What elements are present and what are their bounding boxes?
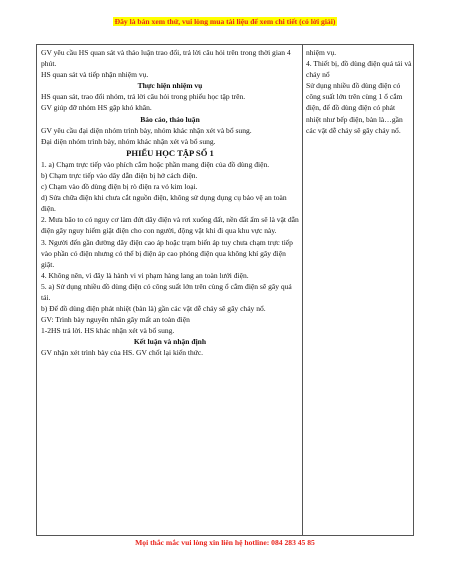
report-response-text: Đại diện nhóm trình bày, nhóm khác nhận xét và bổ sung. <box>41 136 216 146</box>
side-point-4: 4. Thiết bị, đồ dùng điện quá tải và cháy nổ <box>306 59 412 80</box>
column-divider <box>302 45 303 535</box>
answer-1b: b) Chạm trực tiếp vào dây dẫn điện bị hở cách điện. <box>41 170 198 180</box>
student-work-text: HS quan sát, trao đổi nhóm, trả lời câu hỏi trong phiếu học tập trên. <box>41 92 246 102</box>
answer-5b: b) Để đồ dùng điện phát nhiệt (bàn là) gần các vật dễ cháy sẽ gây cháy nổ. <box>41 304 266 314</box>
answer-4: 4. Không nên, vì đây là hành vi vi phạm hàng lang an toàn lưới điện. <box>41 270 249 280</box>
teacher-conclude-text: GV nhận xét trình bày của HS. GV chốt lại kiến thức. <box>41 348 204 358</box>
worksheet-title: PHIẾU HỌC TẬP SỐ 1 <box>126 147 214 158</box>
students-answer-text: 1-2HS trả lời. HS khác nhận xét và bổ sung. <box>41 326 175 336</box>
answer-2: 2. Mưa bão to có nguy cơ làm đứt dây điện và rơi xuống đất, nền đất ẩm sẽ là vật dẫn điện gây nguy hiểm giật điện cho con người, động vật khi đi qua khu vực này. <box>41 215 299 236</box>
answer-1d: d) Sửa chữa điện khi chưa cắt nguồn điện, không sử dụng dụng cụ bảo vệ an toàn điện. <box>41 193 287 214</box>
heading-thuc-hien: Thực hiện nhiệm vụ <box>137 81 203 91</box>
lesson-table <box>36 44 414 536</box>
student-receive-text: HS quan sát và tiếp nhận nhiệm vụ. <box>41 70 149 80</box>
answer-1a: 1. a) Chạm trực tiếp vào phích cắm hoặc phần mang điện của đồ dùng điện. <box>41 159 270 169</box>
hotline-text: Mọi thắc mắc vui lòng xin liên hệ hotline: 084 283 45 85 <box>135 538 315 547</box>
answer-1c: c) Chạm vào đồ dùng điện bị rò điện ra vỏ kim loại. <box>41 182 198 192</box>
preview-notice-text: Đây là bản xem thử, vui lòng mua tài liệu để xem chi tiết (có lời giải) <box>114 17 336 26</box>
heading-bao-cao: Báo cáo, thảo luận <box>140 114 200 124</box>
side-explanation: Sử dụng nhiều đồ dùng điện có công suất lớn trên cùng 1 ổ cắm điện, để đồ dùng điện có phát nhiệt như bếp điện, bàn là…gần các vật dễ cháy sẽ gây cháy nổ. <box>306 81 403 135</box>
answer-3: 3. Người đến gần đường dây điện cao áp hoặc trạm biến áp tuy chưa chạm trực tiếp vào phần có điện nhưng có thể bị điện áp cao phóng điện qua không khí gây điện giật. <box>41 237 293 269</box>
teacher-assign-text: GV yêu cầu HS quan sát và thảo luận trao đổi, trả lời câu hỏi trên trong thời gian 4 phút. <box>41 48 291 69</box>
activity-column <box>41 47 299 359</box>
hotline-banner <box>0 538 450 548</box>
side-task-text: nhiệm vụ. <box>306 48 337 57</box>
product-column <box>306 47 412 136</box>
preview-notice-banner <box>0 17 450 27</box>
teacher-help-text: GV giúp đỡ nhóm HS gặp khó khăn. <box>41 103 152 113</box>
heading-ket-luan: Kết luận và nhận định <box>133 337 207 347</box>
report-request-text: GV yêu cầu đại diện nhóm trình bày, nhóm khác nhận xét và bổ sung. <box>41 125 252 135</box>
answer-5a: 5. a) Sử dụng nhiều đồ dùng điện có công suất lớn trên cùng ổ cắm điện sẽ gây quá tải. <box>41 281 292 302</box>
teacher-present-text: GV: Trình bày nguyên nhân gây mất an toàn điện <box>41 315 190 325</box>
